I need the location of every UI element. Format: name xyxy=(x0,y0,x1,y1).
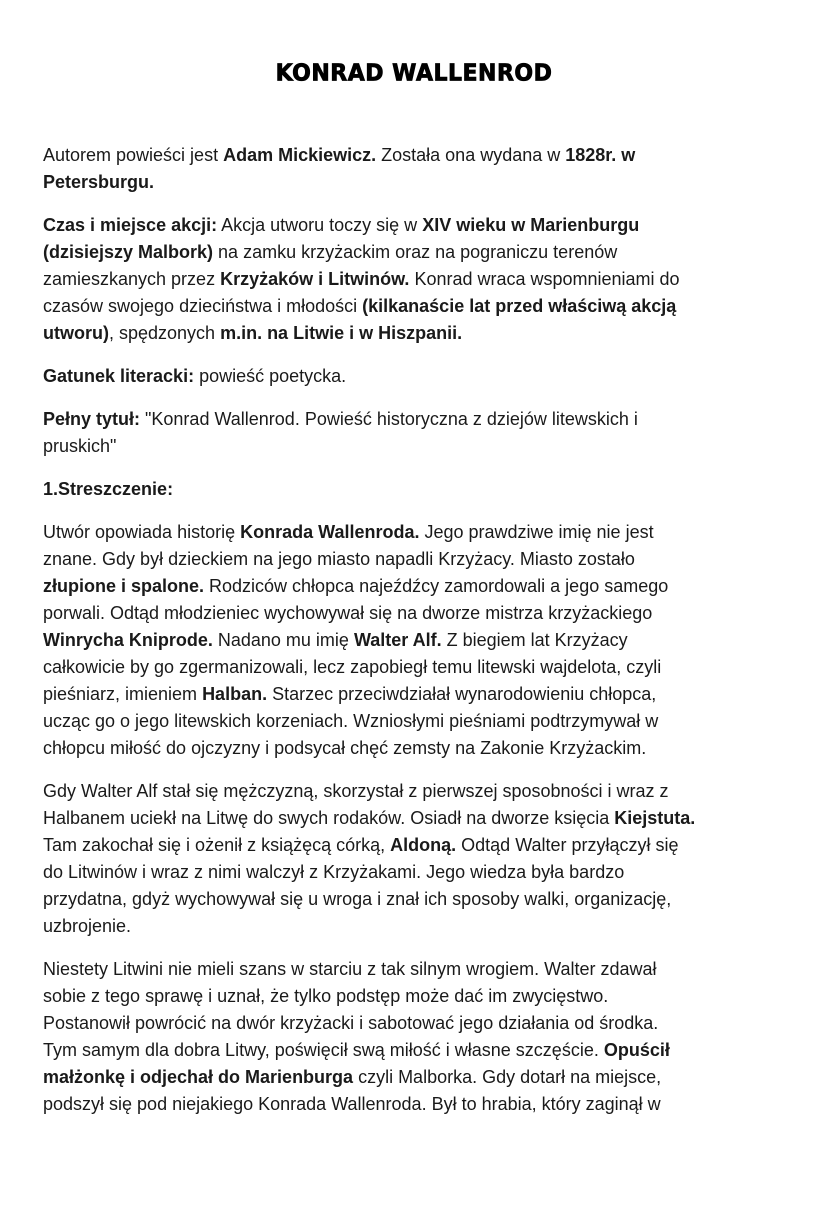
text: Utwór opowiada historię xyxy=(43,522,241,542)
text-line xyxy=(43,363,813,390)
text: Postanowił powrócić na dwór krzyżacki i sabotować jego działania od środka. xyxy=(43,1013,659,1033)
text: pieśniarz, imieniem xyxy=(43,684,203,704)
bold-text: Gatunek literacki: xyxy=(43,366,195,386)
text-line xyxy=(43,293,813,320)
bold-text: złupione i spalone. xyxy=(43,576,205,596)
bold-text: Opuścił xyxy=(603,1040,670,1060)
text: porwali. Odtąd młodzieniec wychowywał się na dworze mistrza krzyżackiego xyxy=(43,603,653,623)
text: Tam zakochał się i ożenił z książęcą córką, xyxy=(43,835,391,855)
text-line xyxy=(43,212,813,239)
text: Halbanem uciekł na Litwę do swych rodaków. Osiadł na dworze księcia xyxy=(43,808,615,828)
bold-text: Adam Mickiewicz. xyxy=(223,145,377,165)
text-line xyxy=(43,778,813,805)
text-line xyxy=(43,266,813,293)
text-line xyxy=(43,708,813,735)
bold-text: Aldoną. xyxy=(390,835,457,855)
text-line xyxy=(43,1037,813,1064)
text: Jego prawdziwe imię nie jest xyxy=(419,522,654,542)
text: podszył się pod niejakiego Konrada Wallenroda. Był to hrabia, który zaginął w xyxy=(43,1094,661,1114)
text-line xyxy=(43,142,813,169)
paragraph xyxy=(43,142,813,196)
text-line xyxy=(43,627,813,654)
text-line xyxy=(43,239,813,266)
bold-text: (dzisiejszy Malbork) xyxy=(43,242,214,262)
bold-text: utworu) xyxy=(43,323,109,343)
text: do Litwinów i wraz z nimi walczył z Krzyżakami. Jego wiedza była bardzo xyxy=(43,862,625,882)
text-line xyxy=(43,913,813,940)
text: , spędzonych xyxy=(108,323,221,343)
bold-text: Halban. xyxy=(202,684,268,704)
bold-text: 1828r. w xyxy=(565,145,636,165)
paragraph xyxy=(43,476,813,503)
bold-text: małżonkę i odjechał do Marienburga xyxy=(43,1067,354,1087)
bold-text: Czas i miejsce akcji: xyxy=(43,215,218,235)
bold-text: Petersburgu. xyxy=(43,172,155,192)
text-line xyxy=(43,476,813,503)
text-line xyxy=(43,546,813,573)
text-line xyxy=(43,1010,813,1037)
text: Odtąd Walter przyłączył się xyxy=(456,835,679,855)
text: Z biegiem lat Krzyżacy xyxy=(441,630,628,650)
text: pruskich" xyxy=(43,436,117,456)
text-line xyxy=(43,956,813,983)
text-line xyxy=(43,654,813,681)
text: Tym samym dla dobra Litwy, poświęcił swą miłość i własne szczęście. xyxy=(43,1040,604,1060)
text-line xyxy=(43,406,813,433)
text: znane. Gdy był dzieckiem na jego miasto napadli Krzyżacy. Miasto zostało xyxy=(43,549,635,569)
text-line xyxy=(43,735,813,762)
text: zamieszkanych przez xyxy=(43,269,221,289)
text: sobie z tego sprawę i uznał, że tylko podstęp może dać im zwycięstwo. xyxy=(43,986,609,1006)
text: uzbrojenie. xyxy=(43,916,132,936)
text: powieść poetycka. xyxy=(194,366,347,386)
text: Konrad wraca wspomnieniami do xyxy=(409,269,680,289)
paragraph xyxy=(43,519,813,762)
text-line xyxy=(43,1091,813,1118)
paragraph xyxy=(43,956,813,1118)
bold-text: Winrycha Kniprode. xyxy=(43,630,213,650)
paragraph xyxy=(43,212,813,347)
text-line xyxy=(43,600,813,627)
text-line xyxy=(43,983,813,1010)
text: Rodziców chłopca najeźdźcy zamordowali a jego samego xyxy=(204,576,669,596)
text-line xyxy=(43,573,813,600)
bold-text: XIV wieku w Marienburgu xyxy=(422,215,640,235)
text: przydatna, gdyż wychowywał się u wroga i znał ich sposoby walki, organizację, xyxy=(43,889,672,909)
bold-text: Kiejstuta. xyxy=(614,808,696,828)
document-body xyxy=(43,142,813,1134)
text-line xyxy=(43,169,813,196)
text: całkowicie by go zgermanizowali, lecz zapobiegł temu litewski wajdelota, czyli xyxy=(43,657,662,677)
text-line xyxy=(43,519,813,546)
bold-text: (kilkanaście lat przed właściwą akcją xyxy=(362,296,677,316)
text-line xyxy=(43,805,813,832)
text: Nadano mu imię xyxy=(212,630,354,650)
bold-text: Walter Alf. xyxy=(353,630,442,650)
paragraph xyxy=(43,778,813,940)
text-line xyxy=(43,832,813,859)
paragraph xyxy=(43,363,813,390)
document-title: KONRAD WALLENROD xyxy=(275,60,553,87)
bold-text: Konrada Wallenroda. xyxy=(240,522,420,542)
text: "Konrad Wallenrod. Powieść historyczna z dziejów litewskich i xyxy=(140,409,638,429)
text: Została ona wydana w xyxy=(376,145,566,165)
text-line xyxy=(43,320,813,347)
text-line xyxy=(43,681,813,708)
text: Gdy Walter Alf stał się mężczyzną, skorzystał z pierwszej sposobności i wraz z xyxy=(43,781,669,801)
paragraph xyxy=(43,406,813,460)
bold-text: m.in. na Litwie i w Hiszpanii. xyxy=(220,323,463,343)
bold-text: Pełny tytuł: xyxy=(43,409,141,429)
text: czyli Malborka. Gdy dotarł na miejsce, xyxy=(353,1067,662,1087)
bold-text: 1.Streszczenie: xyxy=(43,479,174,499)
text-line xyxy=(43,433,813,460)
text: Niestety Litwini nie mieli szans w starciu z tak silnym wrogiem. Walter zdawał xyxy=(43,959,657,979)
text: Akcja utworu toczy się w xyxy=(217,215,423,235)
text: ucząc go o jego litewskich korzeniach. Wzniosłymi pieśniami podtrzymywał w xyxy=(43,711,659,731)
text: na zamku krzyżackim oraz na pograniczu terenów xyxy=(213,242,618,262)
text: Autorem powieści jest xyxy=(43,145,224,165)
text: chłopcu miłość do ojczyzny i podsycał chęć zemsty na Zakonie Krzyżackim. xyxy=(43,738,647,758)
bold-text: Krzyżaków i Litwinów. xyxy=(220,269,410,289)
text-line xyxy=(43,886,813,913)
text: czasów swojego dzieciństwa i młodości xyxy=(43,296,363,316)
text-line xyxy=(43,1064,813,1091)
text-line xyxy=(43,859,813,886)
text: Starzec przeciwdziałał wynarodowieniu chłopca, xyxy=(267,684,657,704)
